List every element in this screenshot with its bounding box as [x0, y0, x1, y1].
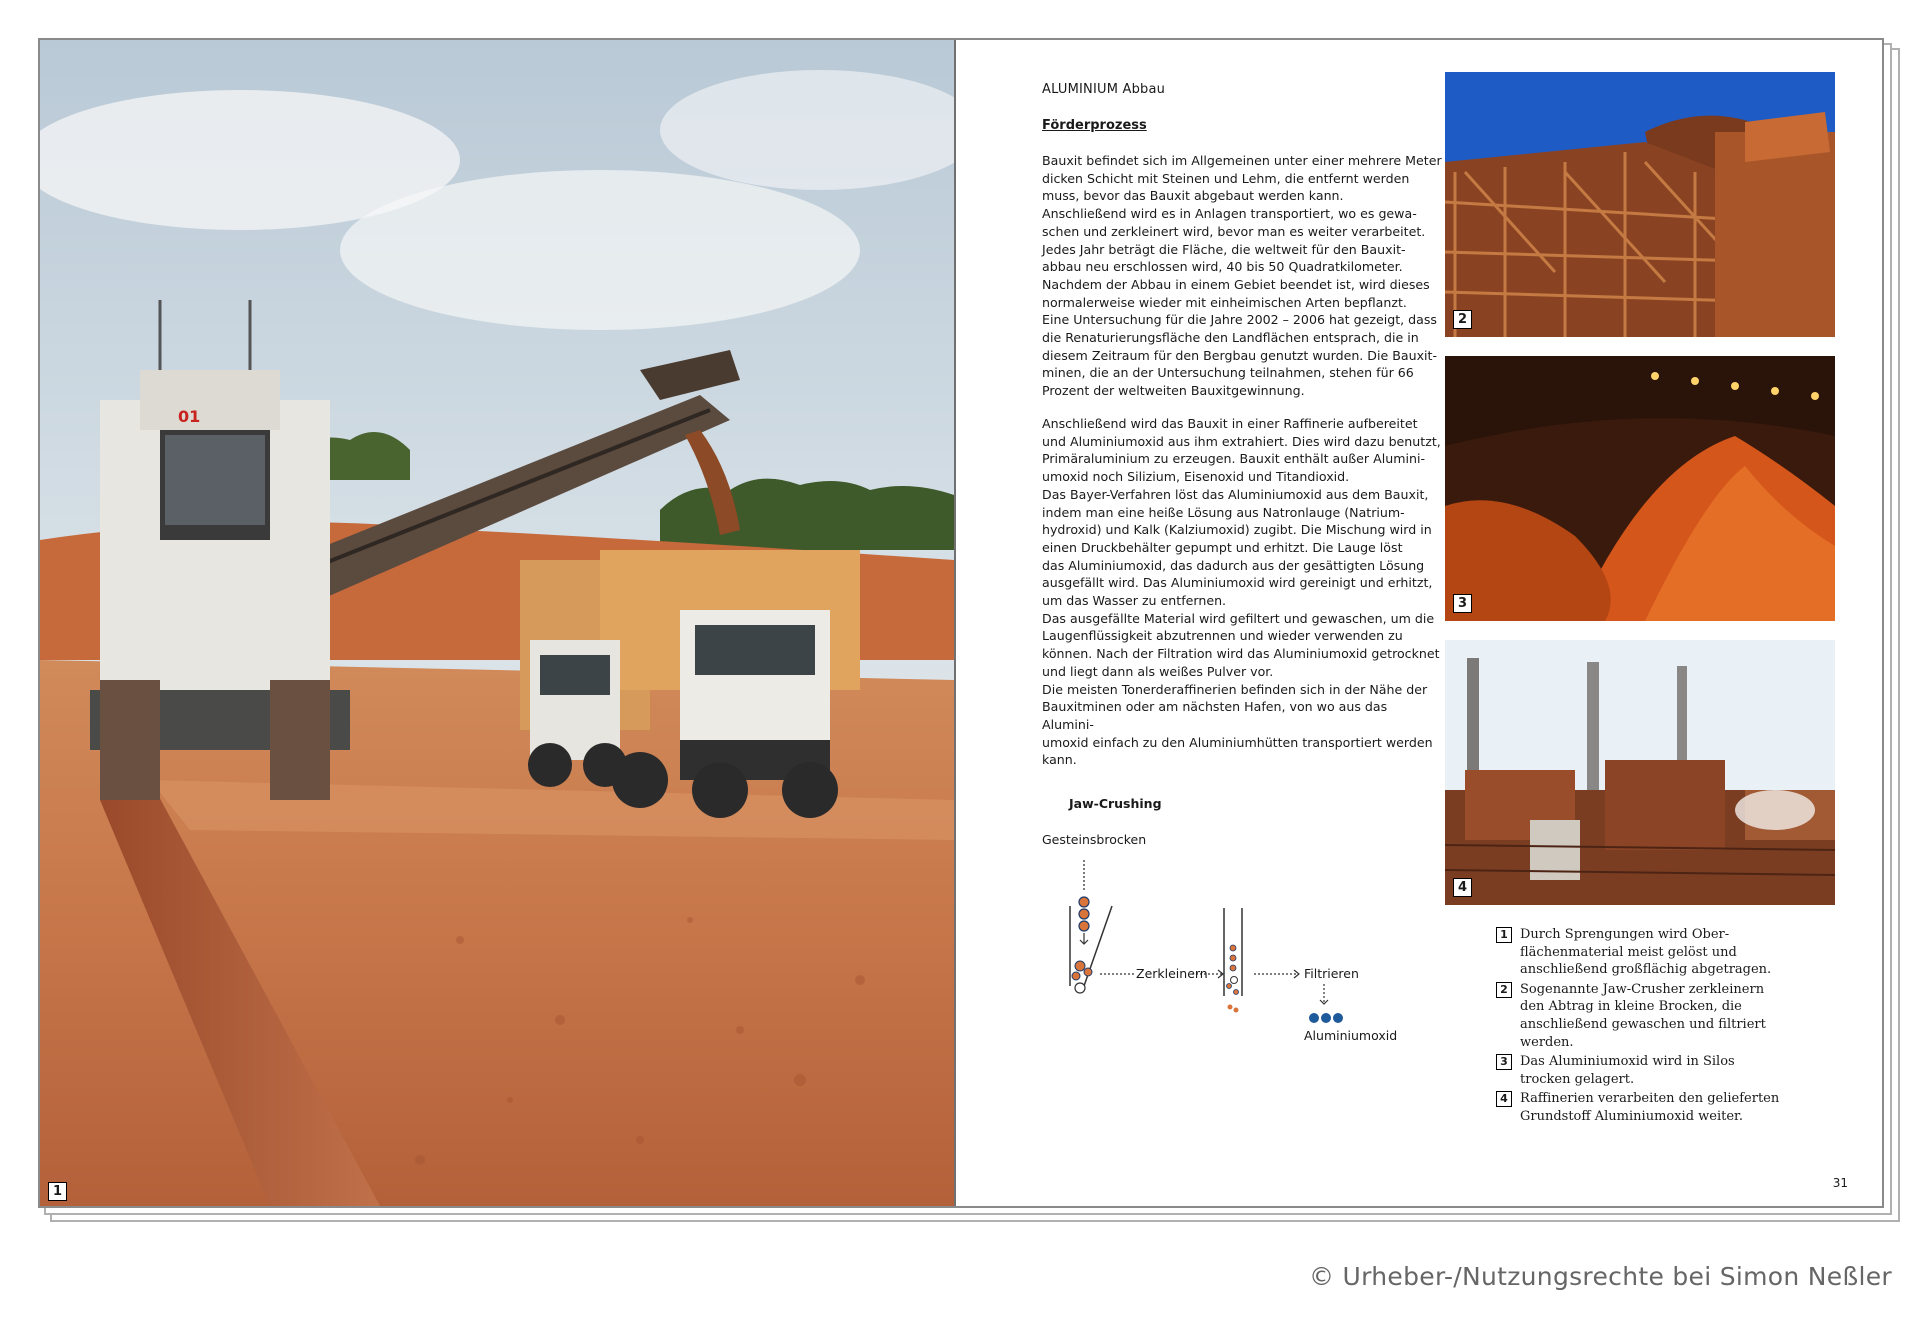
caption-2-text: Sogenannte Jaw-Crusher zerkleinern den Abtrag in kleine Brocken, die anschließend gewaschen und filtriert werden. [1520, 981, 1766, 1050]
body-paragraph-1: Bauxit befindet sich im Allgemeinen unter einer mehrere Meter dicken Schicht mit Steinen und Lehm, die entfernt werden muss, bevor das Bauxit abgebaut werden kann. Anschließend wird es in Anlagen transportiert, wo es gewa- schen und zerkleinert wird, bevor man es weiter verarbeitet. Jedes Jahr beträgt die Fläche, die weltweit für den Bauxit- abbau neu erschlossen wird, 40 bis 50 Quadratkilometer. Nachdem der Abbau in einem Gebiet beendet ist, wird dieses normalerweise wieder mit einheimischen Arten bepflanzt. Eine Untersuchung für die Jahre 2002 – 2006 hat gezeigt, dass die Renaturierungsfläche den Landflächen entsprach, die in diesem Zeitraum für den Bergbau genutzt wurden. Die Bauxit- minen, die an der Untersuchung teilnahmen, stehen für 66 Prozent der weltweiten Bauxitgewinnung. [1042, 153, 1442, 399]
book-spread [38, 38, 1884, 1208]
photo-4-refinery [1445, 640, 1835, 905]
alumina-silo-illustration [1445, 356, 1835, 621]
svg-text:01: 01 [178, 407, 201, 426]
diagram-input-label: Gesteinsbrocken [1042, 832, 1147, 847]
photo-captions [1496, 926, 1796, 1128]
diagram-step-crush-label: Zerkleinern [1136, 966, 1208, 981]
diagram-title: Jaw-Crushing [1069, 796, 1162, 811]
diagram-graphic [1042, 796, 1462, 1036]
caption-1-number: 1 [1496, 927, 1512, 943]
caption-4-number: 4 [1496, 1091, 1512, 1107]
photo-1-bauxite-mining [40, 40, 956, 1206]
diagram-output-label: Aluminiumoxid [1304, 1028, 1398, 1043]
diagram-step-filter-label: Filtrieren [1304, 966, 1359, 981]
photo-3-alumina-silo [1445, 356, 1835, 621]
copyright-notice: © Urheber-/Nutzungsrechte bei Simon Neßler [1309, 1262, 1892, 1291]
caption-2 [1496, 981, 1796, 1051]
refinery-illustration [1445, 640, 1835, 905]
body-paragraph-2: Anschließend wird das Bauxit in einer Raffinerie aufbereitet und Aluminiumoxid aus ihm extrahiert. Dies wird dazu benutzt, Primäraluminium zu erzeugen. Bauxit enthält außer Alumini- umoxid noch Silizium, Eisenoxid und Titandioxid. Das Bayer-Verfahren löst das Aluminiumoxid aus dem Bauxit, indem man eine heiße Lösung aus Natronlauge (Natrium- hydroxid) und Kalk (Kalziumoxid) zugibt. Die Mischung wird in einen Druckbehälter gepumpt und erhitzt. Die Lauge löst das Aluminiumoxid, das dadurch aus der gesättigten Lösung ausgefällt wird. Das Aluminiumoxid wird gereinigt und erhitzt, um das Wasser zu entfernen. Das ausgefällte Material wird gefiltert und gewaschen, um die Laugenflüssigkeit abzutrennen und wieder verwenden zu können. Nach der Filtration wird das Aluminiumoxid getrocknet und liegt dann als weißes Pulver vor. Die meisten Tonerderaffinerien befinden sich in der Nähe der Bauxitminen oder am nächsten Hafen, von wo aus das Alumini- umoxid einfach zu den Aluminiumhütten transportiert werden kann. [1042, 416, 1441, 768]
photo-3-number: 3 [1453, 594, 1472, 613]
caption-3 [1496, 1053, 1796, 1088]
caption-4 [1496, 1090, 1796, 1125]
caption-3-text: Das Aluminiumoxid wird in Silos trocken gelagert. [1520, 1054, 1735, 1087]
crusher-plant-illustration [1445, 72, 1835, 337]
caption-4-text: Raffinerien verarbeiten den gelieferten Grundstoff Aluminiumoxid weiter. [1520, 1091, 1780, 1124]
caption-3-number: 3 [1496, 1054, 1512, 1070]
section-title: Förderprozess [1042, 118, 1147, 133]
photo-1-number: 1 [48, 1182, 67, 1201]
caption-2-number: 2 [1496, 982, 1512, 998]
chapter-title: ALUMINIUM Abbau [1042, 82, 1166, 97]
page-number: 31 [1832, 1176, 1848, 1190]
right-page [956, 40, 1882, 1206]
jaw-crushing-diagram [1042, 796, 1462, 1043]
caption-1-text: Durch Sprengungen wird Ober- flächenmaterial meist gelöst und anschließend großflächig abgetragen. [1520, 927, 1772, 978]
photo-2-number: 2 [1453, 310, 1472, 329]
caption-1 [1496, 926, 1796, 979]
mining-machine-and-trucks-illustration [40, 40, 954, 1206]
photo-2-jaw-crusher-plant [1445, 72, 1835, 337]
photo-4-number: 4 [1453, 878, 1472, 897]
